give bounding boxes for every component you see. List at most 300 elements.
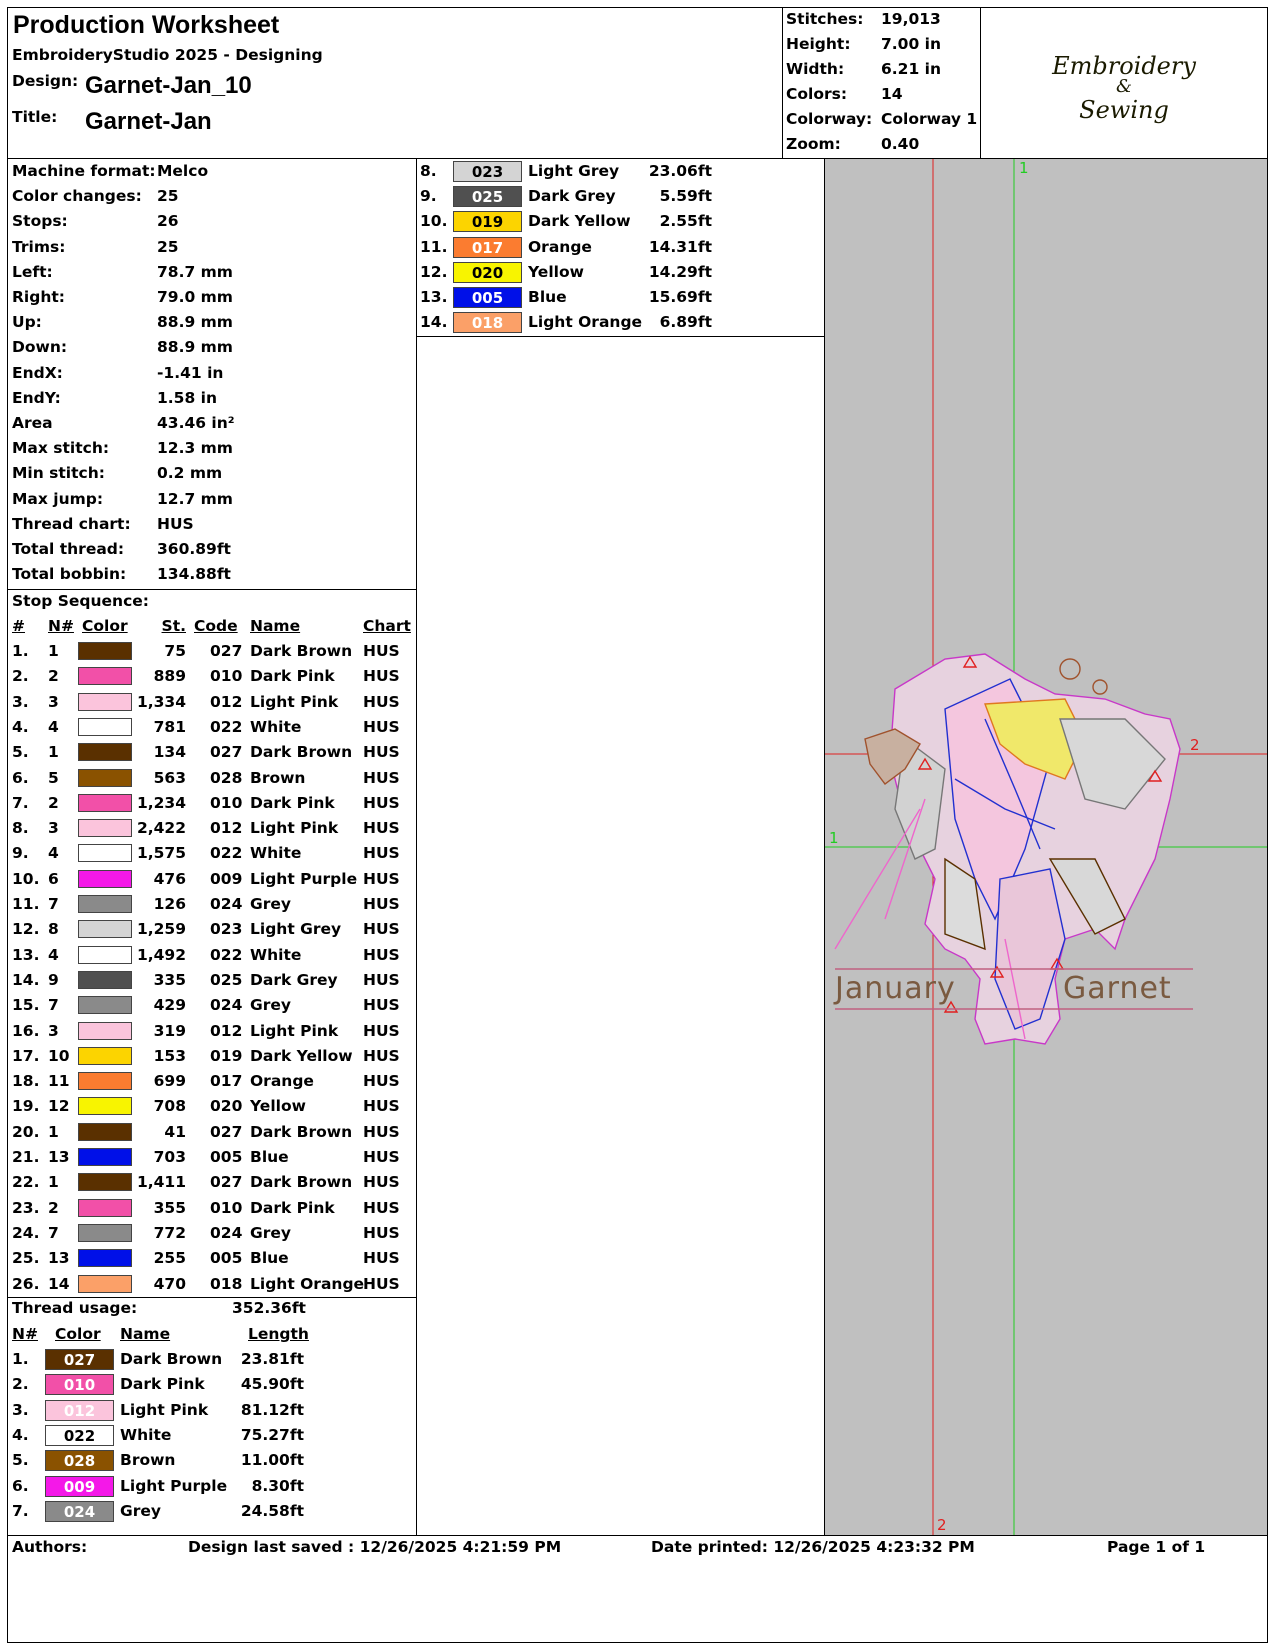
- stop-row-code: 012: [210, 819, 243, 838]
- summary-label: Stitches:: [786, 10, 864, 28]
- thread-row-name: Dark Yellow: [528, 212, 631, 231]
- stop-row-code: 010: [210, 1198, 243, 1217]
- stop-row-name: Light Orange: [250, 1274, 365, 1293]
- stop-row-stitches: 470: [153, 1274, 186, 1293]
- stop-row-name: Dark Grey: [250, 970, 338, 989]
- stop-row-code: 018: [210, 1274, 243, 1293]
- summary-value: 6.21 in: [881, 60, 941, 78]
- stop-row-num: 15.: [12, 996, 40, 1015]
- stop-row-needle: 7: [48, 996, 59, 1015]
- stop-row-num: 24.: [12, 1223, 40, 1242]
- stop-row-code: 027: [210, 1173, 243, 1192]
- summary-label: Width:: [786, 60, 845, 78]
- stop-row-num: 16.: [12, 1021, 40, 1040]
- detail-value: 88.9 mm: [157, 313, 233, 332]
- stop-row-num: 19.: [12, 1097, 40, 1116]
- stop-row-code: 024: [210, 1223, 243, 1242]
- thread-row-name: Dark Grey: [528, 187, 616, 206]
- detail-value: 12.7 mm: [157, 489, 233, 508]
- design-name: Garnet-Jan_10: [85, 72, 252, 99]
- thread-row-num: 4.: [12, 1425, 29, 1444]
- thread-row-swatch: 019: [453, 211, 522, 232]
- stop-row-stitches: 319: [153, 1021, 186, 1040]
- stop-row-needle: 4: [48, 844, 59, 863]
- stop-row-code: 022: [210, 717, 243, 736]
- stop-row-chart: HUS: [363, 1072, 400, 1091]
- thread-col-color: Color: [55, 1325, 101, 1343]
- stop-row-name: Dark Pink: [250, 793, 335, 812]
- stop-row-stitches: 476: [153, 869, 186, 888]
- stop-row-chart: HUS: [363, 743, 400, 762]
- stop-row-needle: 14: [48, 1274, 70, 1293]
- stop-row-stitches: 1,234: [136, 793, 186, 812]
- thread-row-length: 75.27ft: [240, 1425, 304, 1444]
- stop-row-chart: HUS: [363, 667, 400, 686]
- footer-authors: Authors:: [12, 1538, 88, 1556]
- stop-row-needle: 3: [48, 692, 59, 711]
- stop-row-needle: 12: [48, 1097, 70, 1116]
- stop-row-num: 23.: [12, 1198, 40, 1217]
- thread-row-length: 15.69ft: [648, 288, 712, 306]
- stop-row-name: Yellow: [250, 1097, 306, 1116]
- thread-row-name: Light Orange: [528, 313, 643, 332]
- detail-label: Down:: [12, 338, 68, 357]
- thread-row-length: 11.00ft: [240, 1451, 304, 1470]
- stop-row-code: 027: [210, 743, 243, 762]
- stop-row-code: 024: [210, 895, 243, 913]
- stop-row-chart: HUS: [363, 1249, 400, 1268]
- stop-row-name: Light Grey: [250, 920, 342, 939]
- detail-value: 43.46 in²: [157, 414, 235, 432]
- stop-row-chart: HUS: [363, 793, 400, 812]
- stop-row-needle: 1: [48, 1173, 59, 1192]
- summary-label: Zoom:: [786, 135, 841, 153]
- title-value: Garnet-Jan: [85, 108, 212, 135]
- footer-page: Page 1 of 1: [1107, 1538, 1206, 1556]
- thread-row-num: 13.: [420, 288, 448, 306]
- stop-row-name: Dark Brown: [250, 1122, 353, 1141]
- thread-row-num: 10.: [420, 212, 448, 231]
- thread-row-swatch: 020: [453, 262, 522, 283]
- stop-row-code: 022: [210, 945, 243, 964]
- stop-row-stitches: 703: [153, 1148, 186, 1166]
- stop-row-num: 9.: [12, 844, 29, 863]
- stop-row-name: Light Pink: [250, 1021, 339, 1040]
- stop-row-chart: HUS: [363, 768, 400, 787]
- stop-row-name: Light Pink: [250, 692, 339, 711]
- stop-row-code: 024: [210, 996, 243, 1015]
- stop-row-needle: 6: [48, 869, 59, 888]
- detail-label: Total bobbin:: [12, 565, 127, 584]
- stop-row-stitches: 708: [153, 1097, 186, 1116]
- column-divider-left: [416, 158, 417, 1535]
- stop-row-code: 005: [210, 1249, 243, 1268]
- thread-row-num: 12.: [420, 262, 448, 281]
- stop-row-stitches: 781: [153, 717, 186, 736]
- stop-row-code: 020: [210, 1097, 243, 1116]
- summary-label: Height:: [786, 35, 851, 53]
- detail-label: Total thread:: [12, 540, 125, 558]
- stop-row-needle: 2: [48, 793, 59, 812]
- summary-value: 7.00 in: [881, 35, 941, 53]
- detail-label: Right:: [12, 288, 65, 306]
- thread-row-length: 14.29ft: [648, 262, 712, 281]
- stop-row-needle: 9: [48, 970, 59, 989]
- embroidery-word-right: Garnet: [1063, 971, 1172, 1006]
- stop-row-needle: 11: [48, 1072, 70, 1091]
- thread-row-swatch: 018: [453, 312, 522, 333]
- thread-row-length: 24.58ft: [240, 1501, 304, 1520]
- thread-row-num: 9.: [420, 187, 437, 206]
- stop-row-stitches: 429: [153, 996, 186, 1015]
- stop-row-stitches: 772: [153, 1223, 186, 1242]
- stop-row-num: 3.: [12, 692, 29, 711]
- thread-row-num: 5.: [12, 1451, 29, 1470]
- stop-row-num: 10.: [12, 869, 40, 888]
- thread-row-swatch: 009: [45, 1476, 114, 1497]
- thread-col-name: Name: [120, 1325, 171, 1343]
- detail-value: 12.3 mm: [157, 439, 233, 458]
- stop-row-code: 019: [210, 1046, 243, 1065]
- stop-row-needle: 1: [48, 1122, 59, 1141]
- stop-row-needle: 1: [48, 642, 59, 660]
- stop-row-needle: 3: [48, 819, 59, 838]
- detail-label: Thread chart:: [12, 514, 131, 533]
- stop-row-num: 1.: [12, 642, 29, 660]
- stop-row-name: White: [250, 844, 302, 863]
- stop-row-needle: 5: [48, 768, 59, 787]
- thread-usage-total: 352.36ft: [232, 1299, 306, 1317]
- stop-row-num: 22.: [12, 1173, 40, 1192]
- stop-row-code: 027: [210, 642, 243, 660]
- stop-row-code: 010: [210, 667, 243, 686]
- thread-row-num: 7.: [12, 1501, 29, 1520]
- stop-row-num: 2.: [12, 667, 29, 686]
- thread-row-length: 23.06ft: [648, 162, 712, 180]
- stop-row-chart: HUS: [363, 1223, 400, 1242]
- detail-label: Area: [12, 414, 53, 432]
- stop-row-stitches: 699: [153, 1072, 186, 1091]
- stop-row-chart: HUS: [363, 945, 400, 964]
- stop-row-code: 005: [210, 1148, 243, 1166]
- thread-continued-divider: [416, 336, 824, 337]
- thread-row-swatch: 025: [453, 186, 522, 207]
- stop-row-needle: 3: [48, 1021, 59, 1040]
- detail-value: HUS: [157, 514, 194, 533]
- stop-sequence-heading: Stop Sequence:: [12, 592, 149, 610]
- stop-row-needle: 4: [48, 945, 59, 964]
- stop-row-chart: HUS: [363, 1148, 400, 1166]
- header-divider-v1: [782, 7, 783, 158]
- stop-row-stitches: 153: [153, 1046, 186, 1065]
- marker-right-red: 2: [1190, 736, 1200, 754]
- stop-row-stitches: 255: [153, 1249, 186, 1268]
- footer-printed: Date printed: 12/26/2025 4:23:32 PM: [651, 1538, 975, 1556]
- stop-row-needle: 1: [48, 743, 59, 762]
- stop-row-num: 26.: [12, 1274, 40, 1293]
- stop-row-stitches: 1,334: [136, 692, 186, 711]
- stop-row-name: Blue: [250, 1249, 289, 1268]
- stop-row-chart: HUS: [363, 1021, 400, 1040]
- stops-col-chart: Chart: [363, 617, 411, 635]
- stop-row-num: 25.: [12, 1249, 40, 1268]
- stop-row-name: White: [250, 717, 302, 736]
- footer-divider: [7, 1535, 1268, 1536]
- thread-row-length: 6.89ft: [659, 313, 712, 332]
- thread-row-num: 11.: [420, 237, 448, 256]
- stop-row-name: Blue: [250, 1148, 289, 1166]
- details-divider: [7, 589, 416, 590]
- detail-label: Up:: [12, 313, 42, 332]
- stop-row-name: Dark Pink: [250, 1198, 335, 1217]
- summary-label: Colorway:: [786, 110, 873, 128]
- thread-row-length: 81.12ft: [240, 1400, 304, 1419]
- thread-row-name: Brown: [120, 1451, 176, 1470]
- stop-row-chart: HUS: [363, 970, 400, 989]
- stop-row-needle: 13: [48, 1249, 70, 1268]
- design-preview-canvas: [825, 159, 1267, 1535]
- stop-row-stitches: 126: [153, 895, 186, 913]
- thread-col-n: N#: [12, 1325, 38, 1343]
- embroidery-word-left: January: [835, 971, 956, 1006]
- stop-row-name: Light Purple: [250, 869, 358, 888]
- stop-row-chart: HUS: [363, 996, 400, 1015]
- stop-row-chart: HUS: [363, 1046, 400, 1065]
- stop-row-stitches: 41: [164, 1122, 186, 1141]
- thread-row-swatch: 022: [45, 1425, 114, 1446]
- detail-value: Melco: [157, 162, 209, 180]
- stop-row-num: 5.: [12, 743, 29, 762]
- thread-row-name: Dark Brown: [120, 1350, 223, 1368]
- thread-row-num: 2.: [12, 1375, 29, 1394]
- stop-row-stitches: 355: [153, 1198, 186, 1217]
- stop-row-chart: HUS: [363, 819, 400, 838]
- stop-row-needle: 7: [48, 1223, 59, 1242]
- stop-row-chart: HUS: [363, 844, 400, 863]
- stop-row-num: 8.: [12, 819, 29, 838]
- stop-row-code: 027: [210, 1122, 243, 1141]
- stop-row-stitches: 75: [164, 642, 186, 660]
- thread-row-swatch: 010: [45, 1374, 114, 1395]
- stop-row-stitches: 134: [153, 743, 186, 762]
- thread-row-name: White: [120, 1425, 172, 1444]
- stop-row-chart: HUS: [363, 895, 400, 913]
- stop-row-chart: HUS: [363, 1173, 400, 1192]
- stop-row-code: 009: [210, 869, 243, 888]
- thread-row-length: 2.55ft: [659, 212, 712, 231]
- stop-row-code: 017: [210, 1072, 243, 1091]
- thread-row-swatch: 012: [45, 1400, 114, 1421]
- design-preview: [825, 159, 1267, 1535]
- detail-label: Stops:: [12, 212, 68, 231]
- detail-value: 25: [157, 237, 179, 256]
- stop-row-chart: HUS: [363, 920, 400, 939]
- detail-value: 134.88ft: [157, 565, 231, 584]
- stop-row-chart: HUS: [363, 1274, 400, 1293]
- marker-top-green: 1: [1019, 159, 1029, 177]
- stop-row-chart: HUS: [363, 717, 400, 736]
- marker-left-green: 1: [829, 829, 839, 847]
- logo-line-3: Sewing: [1079, 96, 1169, 124]
- stop-row-name: Light Pink: [250, 819, 339, 838]
- thread-usage-heading: Thread usage:: [12, 1299, 138, 1317]
- thread-row-length: 5.59ft: [659, 187, 712, 206]
- design-label: Design:: [12, 72, 79, 90]
- thread-row-length: 8.30ft: [251, 1476, 304, 1495]
- stop-row-chart: HUS: [363, 869, 400, 888]
- thread-row-name: Light Pink: [120, 1400, 209, 1419]
- thread-row-swatch: 027: [45, 1349, 114, 1370]
- stop-row-code: 028: [210, 768, 243, 787]
- thread-row-num: 8.: [420, 162, 437, 180]
- detail-value: 0.2 mm: [157, 464, 223, 483]
- thread-row-swatch: 028: [45, 1450, 114, 1471]
- thread-row-name: Grey: [120, 1501, 161, 1520]
- stop-row-code: 025: [210, 970, 243, 989]
- detail-label: EndY:: [12, 388, 61, 407]
- stop-row-chart: HUS: [363, 692, 400, 711]
- stop-row-num: 21.: [12, 1148, 40, 1166]
- stop-row-chart: HUS: [363, 1097, 400, 1116]
- stop-row-num: 6.: [12, 768, 29, 787]
- stop-row-num: 7.: [12, 793, 29, 812]
- stop-row-name: Dark Pink: [250, 667, 335, 686]
- stop-row-name: Dark Brown: [250, 743, 353, 762]
- detail-label: Max jump:: [12, 489, 104, 508]
- stop-row-num: 12.: [12, 920, 40, 939]
- summary-label: Colors:: [786, 85, 848, 103]
- detail-value: 79.0 mm: [157, 288, 233, 306]
- stops-col-code: Code: [194, 617, 238, 635]
- logo-line-1: Embroidery: [1052, 52, 1196, 80]
- detail-value: 78.7 mm: [157, 262, 233, 281]
- stop-row-num: 20.: [12, 1122, 40, 1141]
- stop-row-num: 17.: [12, 1046, 40, 1065]
- detail-label: Max stitch:: [12, 439, 110, 458]
- marker-bottom-red: 2: [937, 1516, 947, 1534]
- stops-col-name: Name: [250, 617, 301, 635]
- stop-row-code: 012: [210, 692, 243, 711]
- stop-row-stitches: 2,422: [136, 819, 186, 838]
- thread-row-num: 1.: [12, 1350, 29, 1368]
- stop-row-name: Grey: [250, 996, 291, 1015]
- footer-saved: Design last saved : 12/26/2025 4:21:59 PM: [188, 1538, 562, 1556]
- stop-row-needle: 13: [48, 1148, 70, 1166]
- stops-col-n: N#: [48, 617, 74, 635]
- thread-row-name: Light Purple: [120, 1476, 228, 1495]
- thread-row-name: Yellow: [528, 262, 584, 281]
- thread-row-num: 6.: [12, 1476, 29, 1495]
- stop-row-num: 18.: [12, 1072, 40, 1091]
- detail-value: 88.9 mm: [157, 338, 233, 357]
- thread-row-name: Blue: [528, 288, 567, 306]
- stop-row-stitches: 1,492: [136, 945, 186, 964]
- detail-value: 360.89ft: [157, 540, 231, 558]
- stop-row-chart: HUS: [363, 1122, 400, 1141]
- thread-row-name: Orange: [528, 237, 592, 256]
- stops-divider: [7, 1297, 416, 1298]
- thread-row-name: Dark Pink: [120, 1375, 205, 1394]
- thread-row-swatch: 023: [453, 161, 522, 182]
- stop-row-stitches: 1,411: [136, 1173, 186, 1192]
- stop-row-needle: 4: [48, 717, 59, 736]
- detail-label: Left:: [12, 262, 53, 281]
- stop-row-stitches: 563: [153, 768, 186, 787]
- detail-label: Color changes:: [12, 187, 142, 206]
- stop-row-needle: 7: [48, 895, 59, 913]
- page-title: Production Worksheet: [13, 11, 280, 39]
- stop-row-name: White: [250, 945, 302, 964]
- stop-row-stitches: 889: [153, 667, 186, 686]
- stop-row-needle: 2: [48, 667, 59, 686]
- thread-row-num: 14.: [420, 313, 448, 332]
- stop-row-stitches: 1,259: [136, 920, 186, 939]
- detail-label: EndX:: [12, 363, 63, 382]
- summary-value: 19,013: [881, 10, 941, 28]
- detail-value: 26: [157, 212, 179, 231]
- detail-label: Trims:: [12, 237, 66, 256]
- stops-col-num: #: [12, 617, 25, 635]
- logo: [981, 8, 1267, 158]
- stop-row-code: 010: [210, 793, 243, 812]
- stop-row-code: 012: [210, 1021, 243, 1040]
- thread-row-length: 23.81ft: [240, 1350, 304, 1368]
- thread-row-num: 3.: [12, 1400, 29, 1419]
- stop-row-num: 14.: [12, 970, 40, 989]
- thread-row-swatch: 017: [453, 237, 522, 258]
- stop-row-chart: HUS: [363, 642, 400, 660]
- stop-row-name: Grey: [250, 895, 291, 913]
- stop-row-needle: 8: [48, 920, 59, 939]
- stop-row-name: Dark Yellow: [250, 1046, 353, 1065]
- thread-row-swatch: 005: [453, 287, 522, 308]
- stop-row-chart: HUS: [363, 1198, 400, 1217]
- stop-row-stitches: 1,575: [136, 844, 186, 863]
- title-label: Title:: [12, 108, 58, 126]
- stop-row-name: Dark Brown: [250, 642, 353, 660]
- stop-row-num: 4.: [12, 717, 29, 736]
- detail-label: Machine format:: [12, 162, 156, 180]
- stop-row-name: Grey: [250, 1223, 291, 1242]
- stop-row-name: Brown: [250, 768, 306, 787]
- stop-row-num: 11.: [12, 895, 40, 913]
- thread-row-name: Light Grey: [528, 162, 620, 180]
- stop-row-needle: 2: [48, 1198, 59, 1217]
- logo-line-2: &: [1115, 76, 1133, 97]
- stop-row-code: 022: [210, 844, 243, 863]
- stop-row-num: 13.: [12, 945, 40, 964]
- stop-row-needle: 10: [48, 1046, 70, 1065]
- stops-col-st: St.: [161, 617, 186, 635]
- detail-label: Min stitch:: [12, 464, 105, 483]
- summary-value: 14: [881, 85, 903, 103]
- software-subtitle: EmbroideryStudio 2025 - Designing: [12, 46, 323, 64]
- thread-row-swatch: 024: [45, 1501, 114, 1522]
- summary-value: 0.40: [881, 135, 920, 153]
- stop-row-name: Orange: [250, 1072, 314, 1091]
- stop-row-name: Dark Brown: [250, 1173, 353, 1192]
- stop-row-stitches: 335: [153, 970, 186, 989]
- detail-value: 25: [157, 187, 179, 206]
- stop-row-code: 023: [210, 920, 243, 939]
- stops-col-color: Color: [82, 617, 128, 635]
- summary-value: Colorway 1: [881, 110, 978, 128]
- detail-value: 1.58 in: [157, 388, 217, 407]
- thread-col-length: Length: [248, 1325, 309, 1343]
- thread-row-length: 45.90ft: [240, 1375, 304, 1394]
- detail-value: -1.41 in: [157, 363, 224, 382]
- thread-row-length: 14.31ft: [648, 237, 712, 256]
